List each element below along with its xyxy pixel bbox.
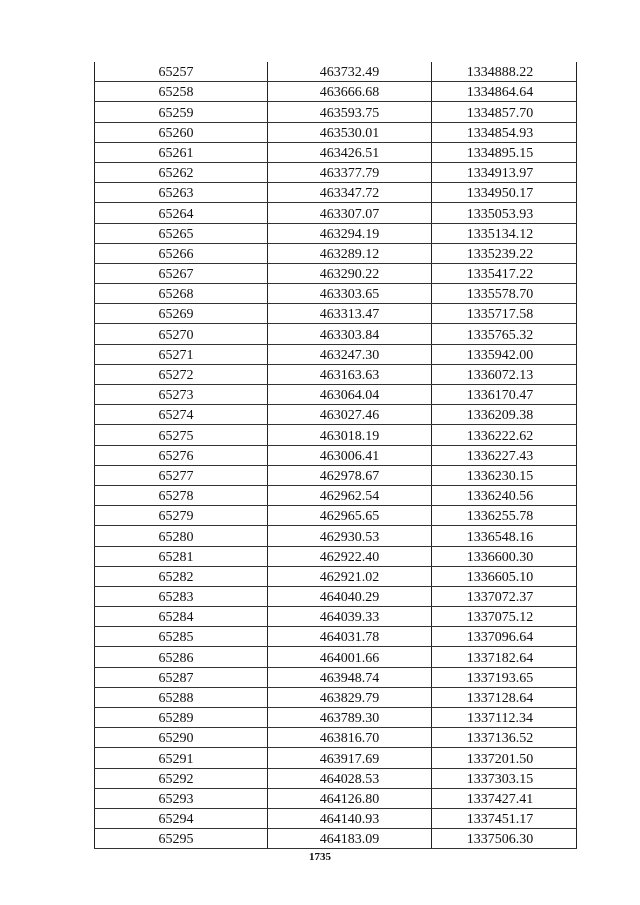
point-id-cell: 65264 <box>95 203 268 223</box>
point-id-cell: 65271 <box>95 344 268 364</box>
x-coordinate-cell: 463948.74 <box>268 667 432 687</box>
y-coordinate-cell: 1337096.64 <box>432 627 577 647</box>
x-coordinate-cell: 463290.22 <box>268 263 432 283</box>
table-row <box>95 607 577 627</box>
table-row <box>95 405 577 425</box>
x-coordinate-cell: 463027.46 <box>268 405 432 425</box>
table-row <box>95 768 577 788</box>
table-row <box>95 748 577 768</box>
point-id-cell: 65286 <box>95 647 268 667</box>
table-row <box>95 122 577 142</box>
coordinate-table-body <box>95 62 577 849</box>
y-coordinate-cell: 1336222.62 <box>432 425 577 445</box>
table-row <box>95 284 577 304</box>
y-coordinate-cell: 1337201.50 <box>432 748 577 768</box>
table-row <box>95 708 577 728</box>
x-coordinate-cell: 463018.19 <box>268 425 432 445</box>
table-row <box>95 162 577 182</box>
y-coordinate-cell: 1337072.37 <box>432 586 577 606</box>
point-id-cell: 65287 <box>95 667 268 687</box>
x-coordinate-cell: 463064.04 <box>268 385 432 405</box>
y-coordinate-cell: 1337506.30 <box>432 829 577 849</box>
table-row <box>95 667 577 687</box>
x-coordinate-cell: 463163.63 <box>268 364 432 384</box>
table-row <box>95 385 577 405</box>
point-id-cell: 65260 <box>95 122 268 142</box>
table-row <box>95 485 577 505</box>
table-row <box>95 586 577 606</box>
y-coordinate-cell: 1336240.56 <box>432 485 577 505</box>
y-coordinate-cell: 1337136.52 <box>432 728 577 748</box>
x-coordinate-cell: 463377.79 <box>268 162 432 182</box>
x-coordinate-cell: 463307.07 <box>268 203 432 223</box>
x-coordinate-cell: 464140.93 <box>268 808 432 828</box>
point-id-cell: 65257 <box>95 62 268 82</box>
table-row <box>95 546 577 566</box>
x-coordinate-cell: 462921.02 <box>268 566 432 586</box>
x-coordinate-cell: 463247.30 <box>268 344 432 364</box>
table-row <box>95 506 577 526</box>
y-coordinate-cell: 1335053.93 <box>432 203 577 223</box>
x-coordinate-cell: 462922.40 <box>268 546 432 566</box>
table-row <box>95 566 577 586</box>
y-coordinate-cell: 1335134.12 <box>432 223 577 243</box>
point-id-cell: 65273 <box>95 385 268 405</box>
point-id-cell: 65261 <box>95 142 268 162</box>
x-coordinate-cell: 463666.68 <box>268 82 432 102</box>
y-coordinate-cell: 1336072.13 <box>432 364 577 384</box>
y-coordinate-cell: 1335578.70 <box>432 284 577 304</box>
y-coordinate-cell: 1336605.10 <box>432 566 577 586</box>
x-coordinate-cell: 463303.84 <box>268 324 432 344</box>
table-row <box>95 263 577 283</box>
x-coordinate-cell: 463732.49 <box>268 62 432 82</box>
y-coordinate-cell: 1337128.64 <box>432 687 577 707</box>
table-row <box>95 82 577 102</box>
point-id-cell: 65295 <box>95 829 268 849</box>
point-id-cell: 65268 <box>95 284 268 304</box>
x-coordinate-cell: 463530.01 <box>268 122 432 142</box>
x-coordinate-cell: 463294.19 <box>268 223 432 243</box>
x-coordinate-cell: 462978.67 <box>268 465 432 485</box>
y-coordinate-cell: 1335765.32 <box>432 324 577 344</box>
y-coordinate-cell: 1334950.17 <box>432 183 577 203</box>
y-coordinate-cell: 1337182.64 <box>432 647 577 667</box>
table-row <box>95 687 577 707</box>
table-row <box>95 829 577 849</box>
x-coordinate-cell: 463303.65 <box>268 284 432 304</box>
table-row <box>95 183 577 203</box>
x-coordinate-cell: 463829.79 <box>268 687 432 707</box>
x-coordinate-cell: 463347.72 <box>268 183 432 203</box>
point-id-cell: 65291 <box>95 748 268 768</box>
point-id-cell: 65294 <box>95 808 268 828</box>
x-coordinate-cell: 464001.66 <box>268 647 432 667</box>
point-id-cell: 65284 <box>95 607 268 627</box>
point-id-cell: 65278 <box>95 485 268 505</box>
x-coordinate-cell: 463917.69 <box>268 748 432 768</box>
y-coordinate-cell: 1334857.70 <box>432 102 577 122</box>
point-id-cell: 65290 <box>95 728 268 748</box>
table-row <box>95 62 577 82</box>
y-coordinate-cell: 1337303.15 <box>432 768 577 788</box>
point-id-cell: 65275 <box>95 425 268 445</box>
x-coordinate-cell: 463789.30 <box>268 708 432 728</box>
x-coordinate-cell: 464126.80 <box>268 788 432 808</box>
y-coordinate-cell: 1336548.16 <box>432 526 577 546</box>
table-row <box>95 364 577 384</box>
x-coordinate-cell: 463816.70 <box>268 728 432 748</box>
y-coordinate-cell: 1335417.22 <box>432 263 577 283</box>
point-id-cell: 65293 <box>95 788 268 808</box>
table-row <box>95 425 577 445</box>
x-coordinate-cell: 464039.33 <box>268 607 432 627</box>
point-id-cell: 65277 <box>95 465 268 485</box>
y-coordinate-cell: 1335239.22 <box>432 243 577 263</box>
y-coordinate-cell: 1336227.43 <box>432 445 577 465</box>
y-coordinate-cell: 1334864.64 <box>432 82 577 102</box>
y-coordinate-cell: 1334854.93 <box>432 122 577 142</box>
table-row <box>95 465 577 485</box>
point-id-cell: 65263 <box>95 183 268 203</box>
y-coordinate-cell: 1336600.30 <box>432 546 577 566</box>
table-row <box>95 627 577 647</box>
x-coordinate-cell: 462962.54 <box>268 485 432 505</box>
point-id-cell: 65281 <box>95 546 268 566</box>
point-id-cell: 65289 <box>95 708 268 728</box>
y-coordinate-cell: 1337427.41 <box>432 788 577 808</box>
x-coordinate-cell: 462930.53 <box>268 526 432 546</box>
table-row <box>95 304 577 324</box>
table-row <box>95 142 577 162</box>
table-row <box>95 223 577 243</box>
table-row <box>95 647 577 667</box>
point-id-cell: 65282 <box>95 566 268 586</box>
coordinate-table-container <box>94 62 576 849</box>
point-id-cell: 65262 <box>95 162 268 182</box>
point-id-cell: 65283 <box>95 586 268 606</box>
y-coordinate-cell: 1337075.12 <box>432 607 577 627</box>
y-coordinate-cell: 1337451.17 <box>432 808 577 828</box>
table-row <box>95 526 577 546</box>
y-coordinate-cell: 1337112.34 <box>432 708 577 728</box>
x-coordinate-cell: 464028.53 <box>268 768 432 788</box>
point-id-cell: 65266 <box>95 243 268 263</box>
y-coordinate-cell: 1334913.97 <box>432 162 577 182</box>
y-coordinate-cell: 1335942.00 <box>432 344 577 364</box>
x-coordinate-cell: 463006.41 <box>268 445 432 465</box>
x-coordinate-cell: 464031.78 <box>268 627 432 647</box>
x-coordinate-cell: 462965.65 <box>268 506 432 526</box>
x-coordinate-cell: 463593.75 <box>268 102 432 122</box>
point-id-cell: 65279 <box>95 506 268 526</box>
point-id-cell: 65274 <box>95 405 268 425</box>
y-coordinate-cell: 1337193.65 <box>432 667 577 687</box>
y-coordinate-cell: 1334895.15 <box>432 142 577 162</box>
point-id-cell: 65258 <box>95 82 268 102</box>
point-id-cell: 65272 <box>95 364 268 384</box>
y-coordinate-cell: 1336209.38 <box>432 405 577 425</box>
table-row <box>95 728 577 748</box>
point-id-cell: 65265 <box>95 223 268 243</box>
table-row <box>95 808 577 828</box>
point-id-cell: 65276 <box>95 445 268 465</box>
page-number: 1735 <box>309 851 331 863</box>
table-row <box>95 243 577 263</box>
table-row <box>95 324 577 344</box>
table-row <box>95 445 577 465</box>
table-row <box>95 344 577 364</box>
point-id-cell: 65280 <box>95 526 268 546</box>
table-row <box>95 788 577 808</box>
point-id-cell: 65269 <box>95 304 268 324</box>
y-coordinate-cell: 1336230.15 <box>432 465 577 485</box>
x-coordinate-cell: 464183.09 <box>268 829 432 849</box>
point-id-cell: 65285 <box>95 627 268 647</box>
x-coordinate-cell: 463289.12 <box>268 243 432 263</box>
point-id-cell: 65270 <box>95 324 268 344</box>
coordinate-table <box>94 62 577 849</box>
point-id-cell: 65292 <box>95 768 268 788</box>
x-coordinate-cell: 463313.47 <box>268 304 432 324</box>
y-coordinate-cell: 1336170.47 <box>432 385 577 405</box>
x-coordinate-cell: 464040.29 <box>268 586 432 606</box>
table-row <box>95 102 577 122</box>
point-id-cell: 65259 <box>95 102 268 122</box>
x-coordinate-cell: 463426.51 <box>268 142 432 162</box>
y-coordinate-cell: 1336255.78 <box>432 506 577 526</box>
y-coordinate-cell: 1334888.22 <box>432 62 577 82</box>
table-row <box>95 203 577 223</box>
y-coordinate-cell: 1335717.58 <box>432 304 577 324</box>
point-id-cell: 65267 <box>95 263 268 283</box>
point-id-cell: 65288 <box>95 687 268 707</box>
